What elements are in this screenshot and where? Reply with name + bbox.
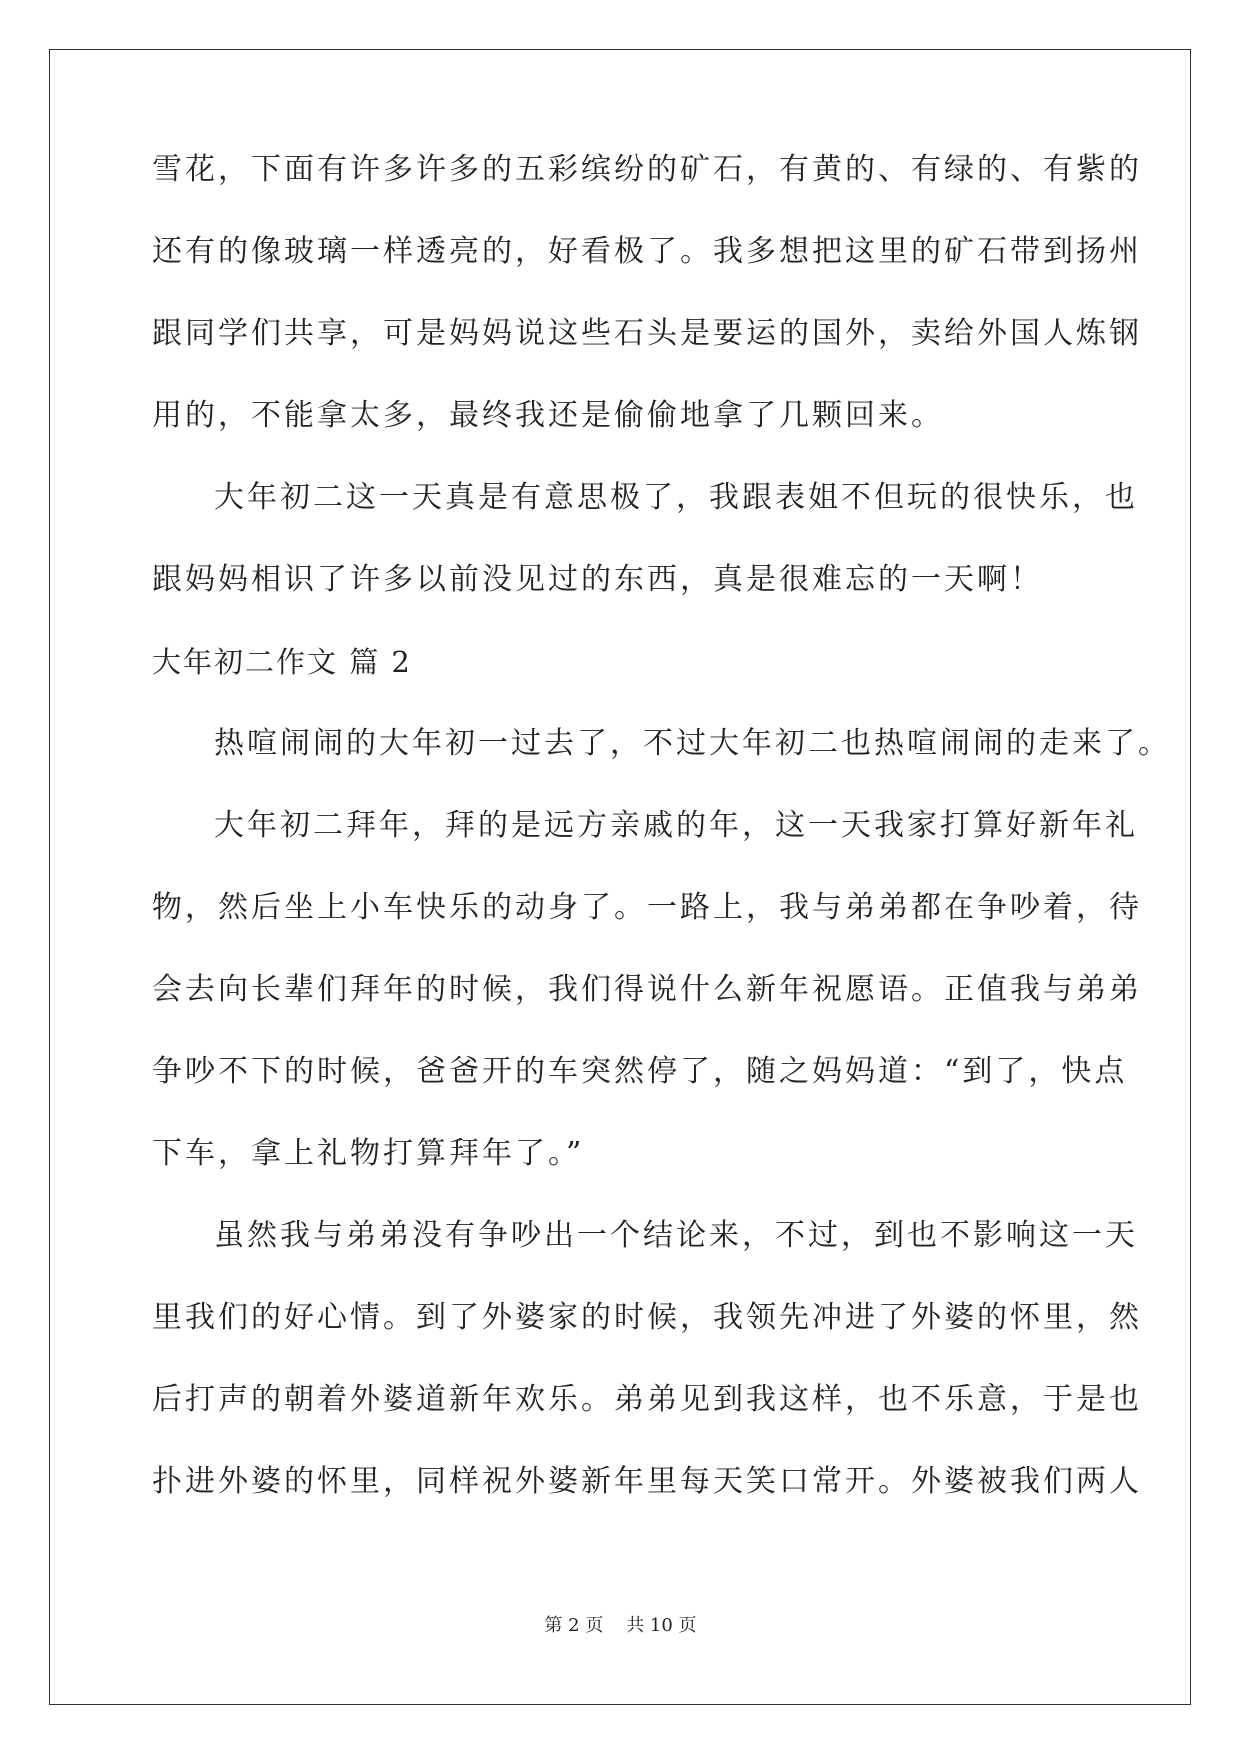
text-line: 里我们的好心情。到了外婆家的时候，我领先冲进了外婆的怀里，然 <box>152 1300 1142 1335</box>
text-line: 跟同学们共享，可是妈妈说这些石头是要运的国外，卖给外国人炼钢 <box>152 316 1142 351</box>
page-number-footer: 第 2 页 共 10 页 <box>544 1615 697 1636</box>
paragraph-start-line: 虽然我与弟弟没有争吵出一个结论来，不过，到也不影响这一天 <box>214 1218 1138 1253</box>
text-line: 用的，不能拿太多，最终我还是偷偷地拿了几颗回来。 <box>152 398 944 433</box>
text-line: 跟妈妈相识了许多以前没见过的东西，真是很难忘的一天啊！ <box>152 562 1043 597</box>
paragraph-start-line: 热喧闹闹的大年初一过去了，不过大年初二也热喧闹闹的走来了。 <box>214 726 1171 761</box>
section-heading: 大年初二作文 篇 2 <box>152 645 412 679</box>
page-border <box>49 49 1191 1705</box>
paragraph-start-line: 大年初二这一天真是有意思极了，我跟表姐不但玩的很快乐，也 <box>214 480 1138 515</box>
text-line: 后打声的朝着外婆道新年欢乐。弟弟见到我这样，也不乐意，于是也 <box>152 1382 1142 1417</box>
text-line: 还有的像玻璃一样透亮的，好看极了。我多想把这里的矿石带到扬州 <box>152 234 1142 269</box>
text-line: 下车，拿上礼物打算拜年了。” <box>152 1136 585 1171</box>
text-line: 会去向长辈们拜年的时候，我们得说什么新年祝愿语。正值我与弟弟 <box>152 972 1142 1007</box>
text-line: 物，然后坐上小车快乐的动身了。一路上，我与弟弟都在争吵着，待 <box>152 890 1142 925</box>
text-line: 扑进外婆的怀里，同样祝外婆新年里每天笑口常开。外婆被我们两人 <box>152 1464 1142 1499</box>
text-line: 雪花，下面有许多许多的五彩缤纷的矿石，有黄的、有绿的、有紫的 <box>152 152 1142 187</box>
paragraph-start-line: 大年初二拜年，拜的是远方亲戚的年，这一天我家打算好新年礼 <box>214 808 1138 843</box>
text-line: 争吵不下的时候，爸爸开的车突然停了，随之妈妈道：“到了，快点 <box>152 1054 1128 1089</box>
